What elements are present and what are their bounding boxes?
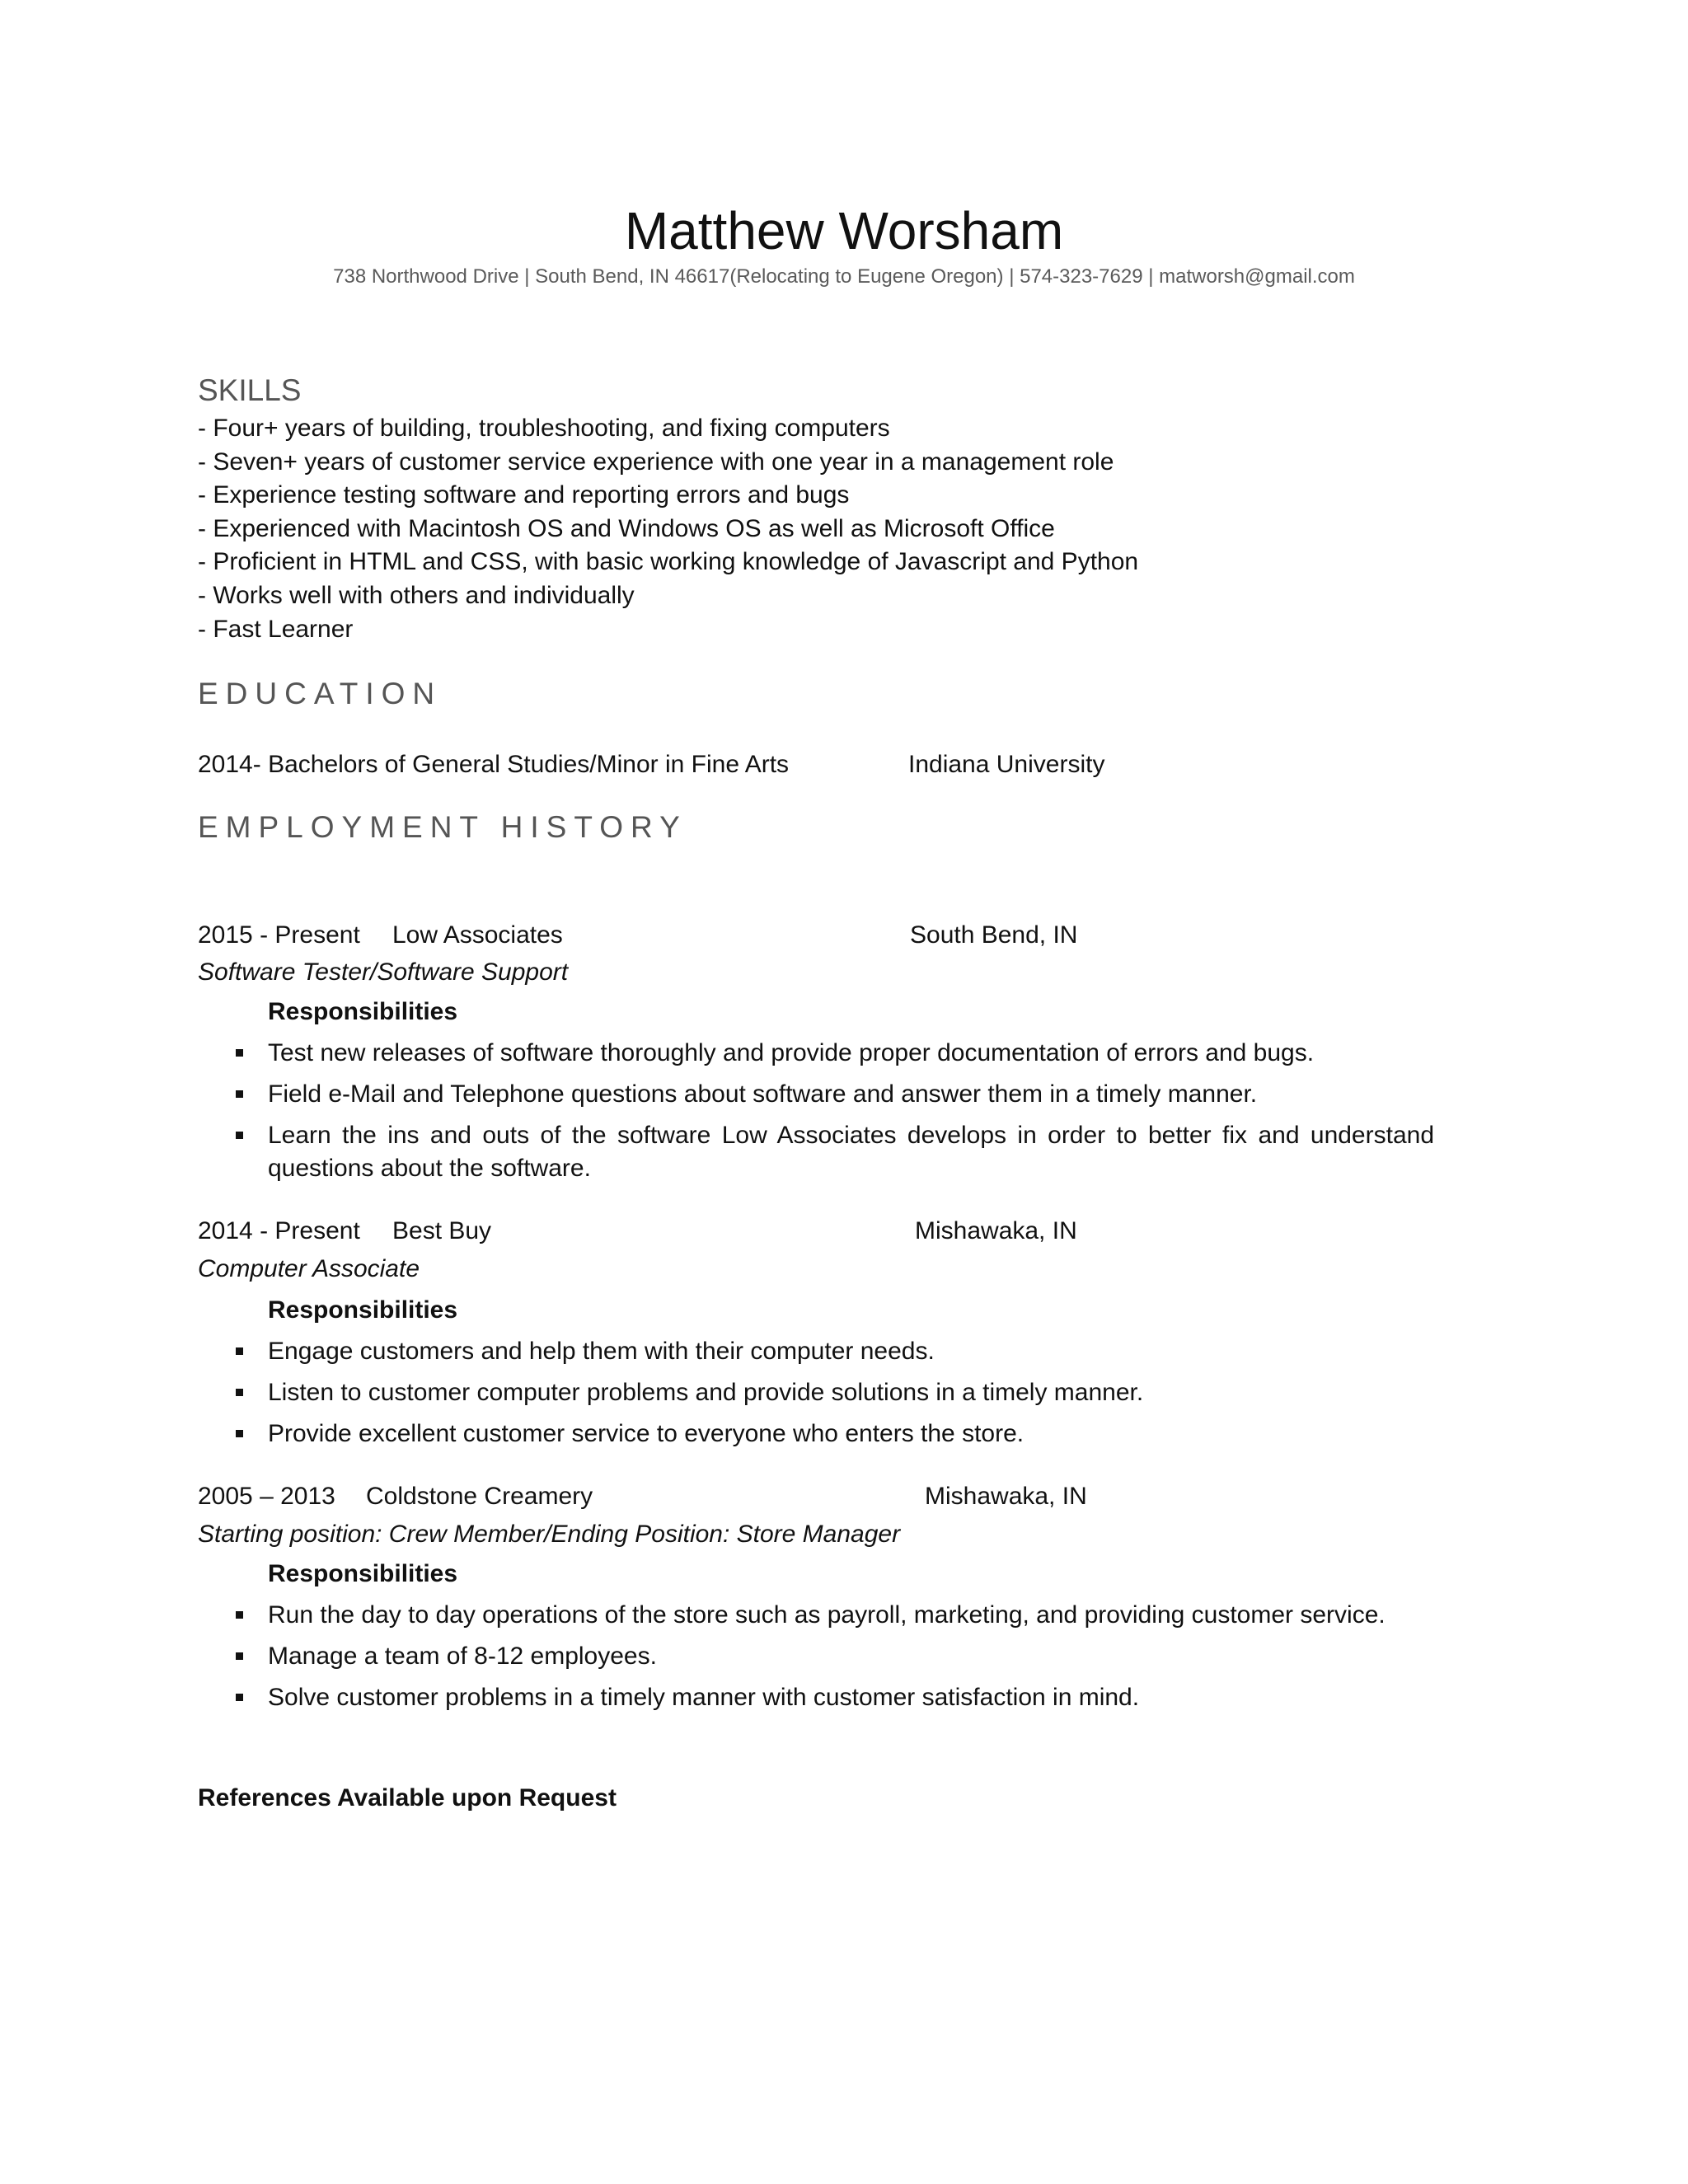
job-dates: 2014 - Present <box>198 1217 360 1244</box>
bullet-square-icon <box>236 1347 243 1355</box>
bullet-text: Provide excellent customer service to everyone who enters the store. <box>268 1420 1025 1447</box>
bullet-square-icon <box>236 1132 243 1139</box>
job-location: South Bend, IN <box>910 921 1078 949</box>
skill-item: - Experience testing software and reporting errors and bugs <box>198 481 850 509</box>
job-title: Starting position: Crew Member/Ending Position: Store Manager <box>198 1521 901 1548</box>
skill-item: - Seven+ years of customer service experience with one year in a management role <box>198 448 1114 476</box>
education-school: Indiana University <box>908 751 1105 778</box>
skill-item: - Proficient in HTML and CSS, with basic working knowledge of Javascript and Python <box>198 548 1139 576</box>
list-item <box>231 1078 1434 1111</box>
skill-item: - Four+ years of building, troubleshooting, and fixing computers <box>198 415 890 442</box>
bullet-square-icon <box>236 1652 243 1660</box>
list-item <box>231 1681 1434 1714</box>
list-item <box>231 1037 1434 1070</box>
job-location: Mishawaka, IN <box>925 1483 1087 1510</box>
job-responsibilities-list <box>231 1335 1434 1459</box>
bullet-text: Engage customers and help them with their computer needs. <box>268 1338 935 1365</box>
bullet-text: Learn the ins and outs of the software Low Associates develops in order to better fix and understand questions about the software. <box>268 1122 1434 1182</box>
skill-item: - Experienced with Macintosh OS and Windows OS as well as Microsoft Office <box>198 514 1055 542</box>
bullet-square-icon <box>236 1049 243 1057</box>
job-company: Best Buy <box>392 1217 492 1244</box>
job-responsibilities-list <box>231 1037 1434 1193</box>
responsibilities-label: Responsibilities <box>268 1296 458 1324</box>
list-item <box>231 1335 1434 1368</box>
list-item <box>231 1376 1434 1409</box>
bullet-text: Run the day to day operations of the store such as payroll, marketing, and providing customer service. <box>268 1601 1386 1629</box>
list-item <box>231 1599 1434 1632</box>
job-dates: 2015 - Present <box>198 921 360 949</box>
bullet-text: Test new releases of software thoroughly and provide proper documentation of errors and bugs. <box>268 1039 1315 1066</box>
contact-line: 738 Northwood Drive | South Bend, IN 46617(Relocating to Eugene Oregon) | 574-323-7629 | matworsh@gmail.com <box>333 265 1355 288</box>
skill-item: - Works well with others and individually <box>198 581 635 609</box>
skills-heading: SKILLS <box>198 373 302 407</box>
job-responsibilities-list <box>231 1599 1434 1722</box>
skill-item: - Fast Learner <box>198 615 354 643</box>
job-title: Computer Associate <box>198 1255 420 1282</box>
responsibilities-label: Responsibilities <box>268 1560 458 1587</box>
bullet-text: Field e-Mail and Telephone questions about software and answer them in a timely manner. <box>268 1080 1258 1108</box>
bullet-square-icon <box>236 1611 243 1619</box>
job-company: Low Associates <box>392 921 563 949</box>
bullet-square-icon <box>236 1389 243 1396</box>
references-note: References Available upon Request <box>198 1784 617 1811</box>
job-title: Software Tester/Software Support <box>198 958 569 986</box>
list-item <box>231 1640 1434 1673</box>
education-entry: 2014- Bachelors of General Studies/Minor in Fine Arts <box>198 751 790 778</box>
candidate-name: Matthew Worsham <box>624 201 1064 260</box>
bullet-text: Listen to customer computer problems and provide solutions in a timely manner. <box>268 1379 1144 1406</box>
education-heading: EDUCATION <box>198 677 443 710</box>
responsibilities-label: Responsibilities <box>268 998 458 1025</box>
bullet-text: Manage a team of 8-12 employees. <box>268 1643 657 1670</box>
list-item <box>231 1119 1434 1185</box>
bullet-square-icon <box>236 1090 243 1098</box>
bullet-text: Solve customer problems in a timely manner with customer satisfaction in mind. <box>268 1684 1140 1711</box>
job-company: Coldstone Creamery <box>366 1483 593 1510</box>
list-item <box>231 1418 1434 1451</box>
skills-list <box>198 412 1138 646</box>
bullet-square-icon <box>236 1694 243 1701</box>
employment-heading: EMPLOYMENT HISTORY <box>198 810 687 844</box>
job-dates: 2005 – 2013 <box>198 1483 335 1510</box>
job-location: Mishawaka, IN <box>915 1217 1077 1244</box>
bullet-square-icon <box>236 1430 243 1437</box>
